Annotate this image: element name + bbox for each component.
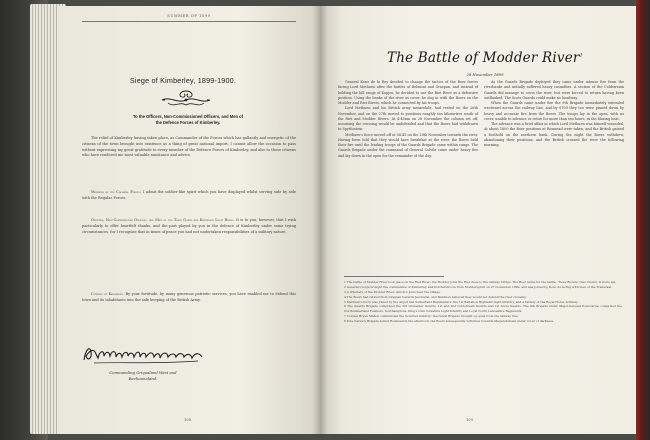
header-rule [82,21,296,22]
paragraph-text: It is to you, however, that I wish particularly to offer heartfelt thanks, and the part played by you in the defence of Kimberley under some trying circumstances, for I recognise that in times of peace you had not undertaken responsibilities of a military nature. [82,218,296,234]
body-paragraph [82,190,296,202]
column-paragraph: When the Guards came under fire the 9th Brigade immediately extended westward across the railway line, and by 0700 they too were pinned down by heavy and accurate fire from the Boers. The troops lay in the open, with no cover, unable to advance or retire for more than ten hours, in the blazing heat. [484,101,624,121]
footnote: 7 Colonel Bryan Mahon commanded the mounted infantry; the Naval Brigade brought up guns from the railway line. [344,313,519,318]
footnotes [344,280,622,323]
column-paragraph: As the Guards Brigade deployed they came under intense fire from the riverbanks and initially suffered heavy casualties. A section of the Coldstream Guards did manage to cross the river, but were forced to return having been outflanked. The Scots Guards could make no headway. [484,80,624,100]
right-page [320,6,636,434]
body-paragraph [82,218,296,235]
ornament-icon [158,88,214,110]
column-paragraph: Lord Methuen and his British army meanwhile, had rested on the 26th November, and on the 27th moved to positions roughly ten kilometres south of the Riet and Modder Rivers. At 4:45am on 28 November the column set off, assuming the crossing would be undefended and that the Boers had withdrawn to Spytfontein. [338,106,478,132]
paragraph-text: The relief of Kimberley having taken place, as Commander of the Forces which has gallantly and energetic of the citizens of the town brought into existence as a thing of great national import, I cannot allow the occasion to pass without expressing my great gratitude to every member of the Defence Forces of Kimberley, and also to those citizens who have rendered me most valuable assistance and advice. [82,136,296,158]
text-column-right [484,80,624,148]
column-paragraph: General Kono de la Rey decided to change the tactics of the Boer forces facing Lord Methuen after the battles of Belmont and Graspan, and instead of holding the hill range of Kopjes, he decided to use the Riet River as a defensive position. Using the banks of the river as cover, he dug in with the Boers on the Modder and Riet Rivers, which he connected by his troops. [338,80,478,105]
address-line: the Defence Forces of Kimberley. [155,120,221,126]
column-paragraph: Methuen's force moved off at 04:45 on the 28th November towards the river. Having been told that they would have breakfast at the river, the Boers held their fire until the leading troops of the Guards Brigade came within range. The Guards Brigade under the command of General Colvile came under heavy fire and lay down in the open for the remainder of the day. [338,132,478,158]
address-line: To the Officers, Non-Commissioned Officers, and Men of [132,114,243,119]
title-footnote-marker: 1 [579,52,583,59]
left-page [58,6,320,434]
column-paragraph: The advance was a brief affair in which Lord Methuen was himself wounded. At about 1600 the Boer positions at Rosmead were taken, and the British gained a foothold on the northern bank. During the night the Boers withdrew, abandoning their positions, and the British crossed the river the following morning. [484,122,624,147]
battle-title-text: The Battle of Modder River [387,50,580,66]
body-paragraph [82,292,296,304]
paragraph-text: I admit the soldier-like spirit which you have displayed whilst serving side by side with the Regular Forces. [82,190,297,200]
signature-caption-line: Bechuanaland. [128,376,158,381]
battle-title [340,50,630,66]
address-heading [88,114,288,126]
paragraph-lead: Officers, Non-Commissioned Officers, and Men of the Town Guard and Kimberley Light Horse. [91,218,235,222]
running-head: SUMMER OF 1899 [167,14,211,18]
paragraph-lead: Citizens of Kimberley. [91,292,124,296]
footnote: 8 Pole-Carew's Brigade seized Rosmead in the afternoon; the Boers subsequently withdrew towards Magersfontein under cover of darkness. [344,318,555,323]
signature-caption-line: Commanding Griqualand West and [109,370,177,375]
page-number: 109 [466,418,473,422]
footnote: 2 General Cronje brought the commandos of Kimberley and Potchefstroom from Modderspruit on 27 November 1899, and was joined by Kono de la Rey with men of the Transvaal. [344,284,612,289]
text-column-left [338,80,478,159]
battle-date: 28 November 1899 [466,72,504,77]
body-paragraph [82,136,296,159]
book-cover-edge [636,0,650,440]
footnote: 6 The Guards Brigade comprised the 3rd Grenadier Guards, 1st and 2nd Coldstream Guards and 1st Scots Guards. The 9th Brigade under Major-General Pole-Carew comprised the Northumberland Fusiliers, Northamptons, King's Own Yorkshire Light Infantry and Loyal North Lancashire Regiments. [344,304,622,313]
footnote: 1 The battle of Modder River took place on the Riet River; the Modder joins the Riet close to the railway bridge. The Boer name for the battle, 'Twee Riviere' (two rivers), is more apt. [344,280,617,284]
paragraph-text: By your fortitude, by many generous patriotic services, you have enabled me to defend this town and its inhabitants into the safe keeping of the British Army. [82,292,296,302]
handwritten-signature [80,342,220,368]
book-gutter [312,6,328,434]
footnote: 5 Methuen's force was joined by the Argyll and Sutherland Highlanders, the 1st Battalion Highland Light Infantry, and a battery of the Royal Horse Artillery. [344,299,579,304]
page-number: 108 [184,418,191,422]
footnote-rule [344,276,444,277]
paragraph-lead: Members of the Colonial Forces. [91,190,142,194]
siege-title: Siege of Kimberley, 1899-1900. [129,76,237,85]
footnote: 4 The Boers had retired from Graspan towards Jacobsdal, and Methuen believed they would not defend the river crossing. [344,294,527,299]
footnote: 3 A tributary of the Modder River, which it joins near the village. [344,289,441,294]
